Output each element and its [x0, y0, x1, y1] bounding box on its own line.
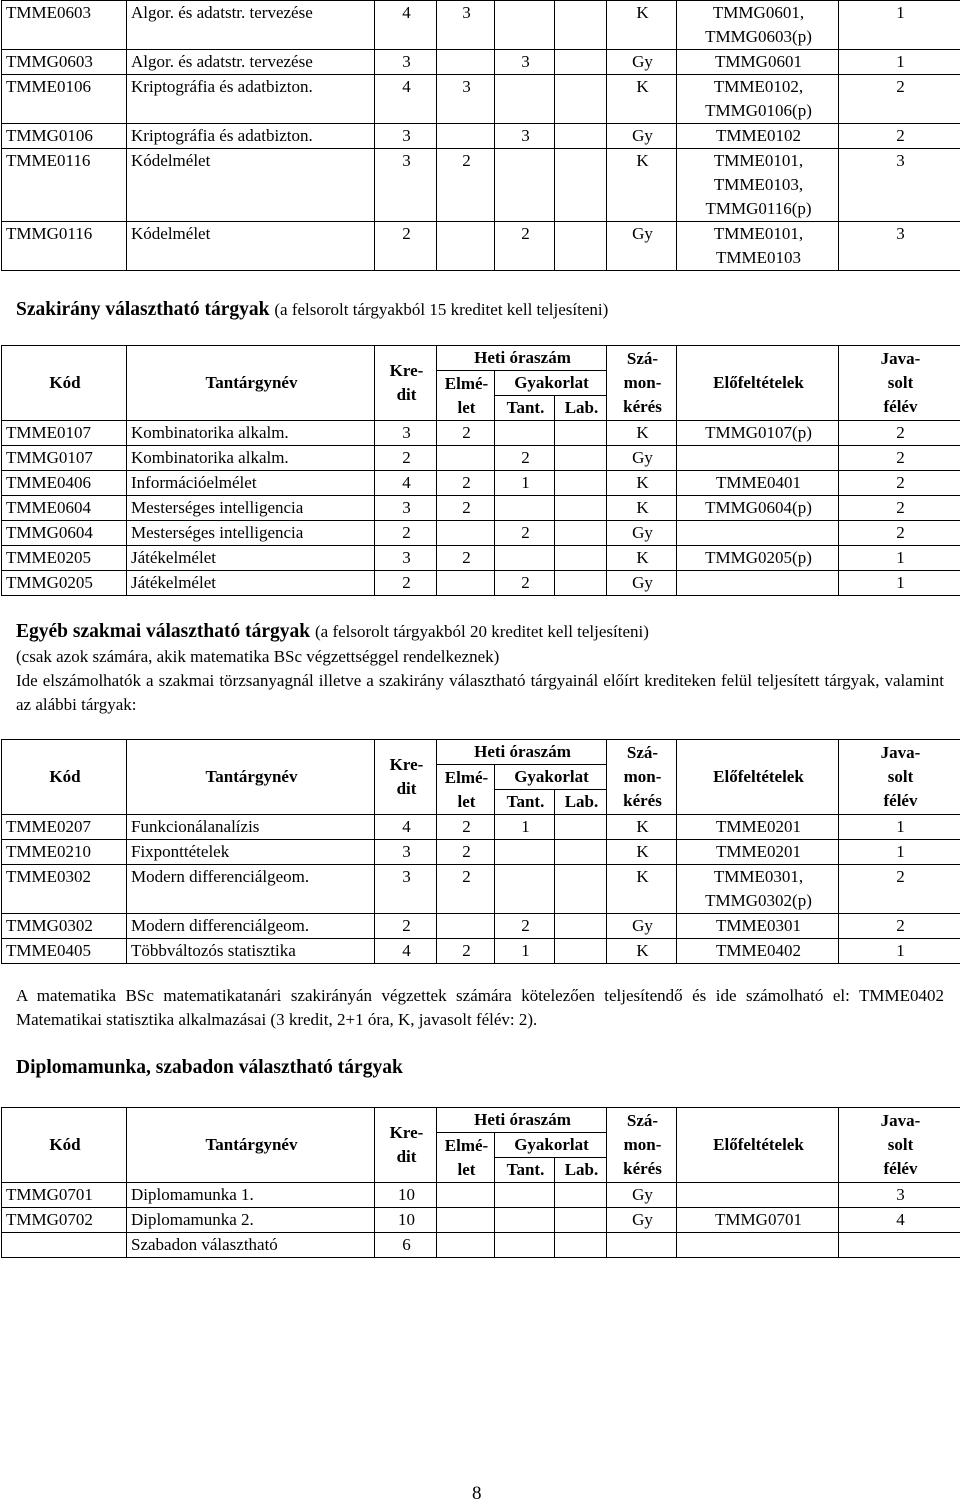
cell-code: TMME0210	[2, 840, 127, 865]
cell-elm: 2	[437, 421, 495, 446]
cell-sem: 1	[839, 939, 960, 964]
table-row	[2, 222, 960, 271]
table-header	[2, 740, 960, 815]
cell-prereq: TMMG0604(p)	[677, 496, 839, 521]
cell-name: Kombinatorika alkalm.	[127, 446, 375, 471]
cell-exam: K	[607, 496, 677, 521]
cell-lab	[555, 865, 607, 914]
section-title-other-professional: Egyéb szakmai választható tárgyak (a felsorolt tárgyakból 20 kreditet kell teljesíteni)	[16, 621, 649, 642]
header-prereq: Előfeltételek	[677, 1108, 839, 1183]
cell-credit: 4	[375, 75, 437, 124]
cell-credit: 6	[375, 1233, 437, 1258]
cell-code: TMMG0701	[2, 1183, 127, 1208]
cell-tant: 3	[495, 50, 555, 75]
cell-name: Játékelmélet	[127, 571, 375, 596]
cell-name: Kombinatorika alkalm.	[127, 421, 375, 446]
header-code: Kód	[2, 1108, 127, 1183]
header-prereq: Előfeltételek	[677, 740, 839, 815]
cell-credit: 2	[375, 571, 437, 596]
cell-code: TMMG0702	[2, 1208, 127, 1233]
cell-elm: 2	[437, 815, 495, 840]
cell-name: Kriptográfia és adatbizton.	[127, 75, 375, 124]
cell-name: Játékelmélet	[127, 546, 375, 571]
cell-tant	[495, 496, 555, 521]
cell-lab	[555, 939, 607, 964]
cell-name: Szabadon választható	[127, 1233, 375, 1258]
cell-elm	[437, 222, 495, 271]
table-row	[2, 124, 960, 149]
cell-tant	[495, 1183, 555, 1208]
cell-prereq: TMMG0701	[677, 1208, 839, 1233]
header-sem: Java- solt félév	[839, 1108, 960, 1183]
table-header	[2, 346, 960, 421]
cell-sem: 1	[839, 815, 960, 840]
cell-elm: 3	[437, 75, 495, 124]
cell-sem: 2	[839, 124, 960, 149]
cell-elm: 2	[437, 471, 495, 496]
cell-exam: K	[607, 865, 677, 914]
cell-name: Információelmélet	[127, 471, 375, 496]
cell-lab	[555, 471, 607, 496]
header-prereq: Előfeltételek	[677, 346, 839, 421]
header-sem: Java- solt félév	[839, 740, 960, 815]
cell-exam: Gy	[607, 914, 677, 939]
cell-credit: 4	[375, 1, 437, 50]
cell-exam: Gy	[607, 521, 677, 546]
header-credit: Kre- dit	[375, 740, 437, 815]
cell-elm	[437, 1233, 495, 1258]
table-row	[2, 815, 960, 840]
cell-code: TMMG0106	[2, 124, 127, 149]
header-sem: Java- solt félév	[839, 346, 960, 421]
header-lab: Lab.	[555, 1158, 607, 1183]
cell-name: Funkcionálanalízis	[127, 815, 375, 840]
cell-exam: K	[607, 75, 677, 124]
cell-exam: Gy	[607, 446, 677, 471]
cell-elm: 2	[437, 496, 495, 521]
cell-sem: 2	[839, 865, 960, 914]
header-tant: Tant.	[495, 396, 555, 421]
cell-exam: Gy	[607, 124, 677, 149]
table-row	[2, 1233, 960, 1258]
header-lecture: Elmé- let	[437, 1133, 495, 1183]
cell-elm: 3	[437, 1, 495, 50]
cell-credit: 3	[375, 124, 437, 149]
cell-prereq	[677, 571, 839, 596]
cell-sem: 2	[839, 471, 960, 496]
cell-elm: 2	[437, 546, 495, 571]
cell-prereq: TMME0101, TMME0103, TMMG0116(p)	[677, 149, 839, 222]
cell-name: Modern differenciálgeom.	[127, 865, 375, 914]
page-number: 8	[472, 1483, 482, 1504]
cell-sem: 2	[839, 75, 960, 124]
cell-prereq: TMMG0107(p)	[677, 421, 839, 446]
table-row	[2, 939, 960, 964]
header-lecture: Elmé- let	[437, 765, 495, 815]
cell-tant: 2	[495, 914, 555, 939]
cell-credit: 3	[375, 865, 437, 914]
cell-tant: 3	[495, 124, 555, 149]
cell-sem: 3	[839, 149, 960, 222]
cell-sem: 1	[839, 50, 960, 75]
table-row	[2, 914, 960, 939]
cell-prereq: TMME0102	[677, 124, 839, 149]
cell-sem: 1	[839, 1, 960, 50]
cell-name: Mesterséges intelligencia	[127, 496, 375, 521]
cell-lab	[555, 914, 607, 939]
header-lab: Lab.	[555, 790, 607, 815]
cell-code: TMME0405	[2, 939, 127, 964]
header-lecture: Elmé- let	[437, 371, 495, 421]
course-table-specialization	[1, 345, 960, 596]
cell-sem: 1	[839, 546, 960, 571]
teacher-note-paragraph: A matematika BSc matematikatanári szakirányán végzettek számára kötelezően teljesítendő és ide számolható el: TMME0402 Matematikai statisztika alkalmazásai (3 kredit, 2+1 óra, K, javasolt félév: 2).	[16, 986, 944, 1029]
cell-prereq: TMME0402	[677, 939, 839, 964]
table-row	[2, 50, 960, 75]
cell-prereq: TMMG0205(p)	[677, 546, 839, 571]
cell-lab	[555, 1233, 607, 1258]
section-note: (a felsorolt tárgyakból 20 kreditet kell teljesíteni)	[315, 622, 649, 641]
header-name: Tantárgynév	[127, 740, 375, 815]
cell-tant: 2	[495, 521, 555, 546]
cell-name: Kódelmélet	[127, 222, 375, 271]
header-code: Kód	[2, 346, 127, 421]
cell-name: Algor. és adatstr. tervezése	[127, 50, 375, 75]
cell-exam: K	[607, 471, 677, 496]
table-row	[2, 1, 960, 50]
cell-code	[2, 1233, 127, 1258]
table-row	[2, 75, 960, 124]
cell-lab	[555, 815, 607, 840]
cell-code: TMME0116	[2, 149, 127, 222]
cell-elm	[437, 1208, 495, 1233]
cell-credit: 3	[375, 421, 437, 446]
cell-credit: 4	[375, 815, 437, 840]
cell-prereq	[677, 1233, 839, 1258]
cell-lab	[555, 571, 607, 596]
cell-sem: 1	[839, 840, 960, 865]
cell-name: Diplomamunka 2.	[127, 1208, 375, 1233]
cell-exam: K	[607, 939, 677, 964]
cell-code: TMME0302	[2, 865, 127, 914]
cell-tant	[495, 865, 555, 914]
cell-code: TMMG0603	[2, 50, 127, 75]
header-weekly: Heti óraszám	[437, 1108, 607, 1133]
cell-code: TMME0603	[2, 1, 127, 50]
cell-exam: K	[607, 840, 677, 865]
cell-lab	[555, 521, 607, 546]
header-practice: Gyakorlat	[495, 765, 607, 790]
cell-prereq: TMME0301, TMMG0302(p)	[677, 865, 839, 914]
table-row	[2, 471, 960, 496]
cell-name: Többváltozós statisztika	[127, 939, 375, 964]
section-title-specialization: Szakirány választható tárgyak (a felsorolt tárgyakból 15 kreditet kell teljesíteni)	[16, 299, 609, 320]
cell-prereq: TMMG0601	[677, 50, 839, 75]
cell-code: TMMG0205	[2, 571, 127, 596]
cell-credit: 10	[375, 1183, 437, 1208]
cell-elm	[437, 446, 495, 471]
header-credit: Kre- dit	[375, 346, 437, 421]
cell-name: Algor. és adatstr. tervezése	[127, 1, 375, 50]
cell-credit: 3	[375, 149, 437, 222]
table-row	[2, 446, 960, 471]
cell-name: Mesterséges intelligencia	[127, 521, 375, 546]
header-tant: Tant.	[495, 790, 555, 815]
cell-elm	[437, 914, 495, 939]
header-exam: Szá- mon- kérés	[607, 740, 677, 815]
header-exam: Szá- mon- kérés	[607, 1108, 677, 1183]
cell-code: TMME0106	[2, 75, 127, 124]
cell-elm	[437, 124, 495, 149]
section-condition-line: (csak azok számára, akik matematika BSc végzettséggel rendelkeznek)	[16, 647, 500, 666]
cell-lab	[555, 496, 607, 521]
table-row	[2, 496, 960, 521]
cell-elm	[437, 50, 495, 75]
table-row	[2, 521, 960, 546]
cell-lab	[555, 222, 607, 271]
header-practice: Gyakorlat	[495, 371, 607, 396]
cell-tant	[495, 75, 555, 124]
cell-tant	[495, 1, 555, 50]
course-table-continued	[1, 0, 960, 271]
cell-tant	[495, 840, 555, 865]
cell-lab	[555, 149, 607, 222]
cell-exam: Gy	[607, 1183, 677, 1208]
course-table-thesis	[1, 1107, 960, 1258]
cell-exam: K	[607, 1, 677, 50]
cell-exam	[607, 1233, 677, 1258]
cell-lab	[555, 124, 607, 149]
header-tant: Tant.	[495, 1158, 555, 1183]
cell-tant: 1	[495, 815, 555, 840]
table-row	[2, 840, 960, 865]
cell-tant	[495, 1233, 555, 1258]
cell-prereq: TMME0201	[677, 840, 839, 865]
cell-credit: 2	[375, 446, 437, 471]
cell-code: TMMG0302	[2, 914, 127, 939]
header-practice: Gyakorlat	[495, 1133, 607, 1158]
course-table-other	[1, 739, 960, 964]
cell-prereq: TMME0401	[677, 471, 839, 496]
cell-tant	[495, 546, 555, 571]
cell-lab	[555, 1, 607, 50]
cell-sem: 3	[839, 222, 960, 271]
section-title-thesis: Diplomamunka, szabadon választható tárgyak	[16, 1057, 403, 1078]
cell-code: TMME0207	[2, 815, 127, 840]
header-credit: Kre- dit	[375, 1108, 437, 1183]
cell-elm: 2	[437, 840, 495, 865]
cell-code: TMMG0604	[2, 521, 127, 546]
cell-prereq: TMME0201	[677, 815, 839, 840]
header-code: Kód	[2, 740, 127, 815]
header-weekly: Heti óraszám	[437, 346, 607, 371]
cell-exam: K	[607, 149, 677, 222]
cell-name: Kódelmélet	[127, 149, 375, 222]
cell-sem: 2	[839, 914, 960, 939]
cell-credit: 2	[375, 914, 437, 939]
table-row	[2, 571, 960, 596]
cell-code: TMMG0116	[2, 222, 127, 271]
cell-prereq: TMMG0601, TMMG0603(p)	[677, 1, 839, 50]
cell-code: TMME0107	[2, 421, 127, 446]
cell-lab	[555, 1208, 607, 1233]
table-body	[2, 815, 960, 964]
cell-lab	[555, 1183, 607, 1208]
section-paragraph: Ide elszámolhatók a szakmai törzsanyagnál illetve a szakirány választható tárgyainál előírt krediteken felül teljesített tárgyak, valamint az alábbi tárgyak:	[16, 671, 944, 714]
cell-lab	[555, 50, 607, 75]
cell-tant	[495, 149, 555, 222]
table-row	[2, 1183, 960, 1208]
cell-name: Modern differenciálgeom.	[127, 914, 375, 939]
table-header	[2, 1108, 960, 1183]
cell-lab	[555, 840, 607, 865]
cell-exam: Gy	[607, 571, 677, 596]
cell-name: Diplomamunka 1.	[127, 1183, 375, 1208]
cell-prereq: TMME0102, TMMG0106(p)	[677, 75, 839, 124]
cell-code: TMME0604	[2, 496, 127, 521]
cell-lab	[555, 75, 607, 124]
cell-sem: 2	[839, 496, 960, 521]
table-row	[2, 149, 960, 222]
cell-tant: 2	[495, 571, 555, 596]
cell-elm: 2	[437, 865, 495, 914]
cell-exam: K	[607, 815, 677, 840]
table-body	[2, 421, 960, 596]
cell-lab	[555, 421, 607, 446]
cell-credit: 3	[375, 546, 437, 571]
cell-sem	[839, 1233, 960, 1258]
cell-tant: 2	[495, 446, 555, 471]
table-row	[2, 1208, 960, 1233]
cell-exam: Gy	[607, 1208, 677, 1233]
cell-credit: 4	[375, 471, 437, 496]
table-row	[2, 546, 960, 571]
cell-credit: 3	[375, 50, 437, 75]
cell-sem: 2	[839, 421, 960, 446]
cell-elm	[437, 521, 495, 546]
cell-tant	[495, 421, 555, 446]
cell-code: TMME0406	[2, 471, 127, 496]
header-weekly: Heti óraszám	[437, 740, 607, 765]
cell-tant: 1	[495, 471, 555, 496]
cell-credit: 2	[375, 521, 437, 546]
table-body	[2, 1, 960, 271]
cell-lab	[555, 446, 607, 471]
cell-code: TMME0205	[2, 546, 127, 571]
cell-exam: Gy	[607, 222, 677, 271]
cell-credit: 10	[375, 1208, 437, 1233]
cell-prereq: TMME0301	[677, 914, 839, 939]
header-exam: Szá- mon- kérés	[607, 346, 677, 421]
cell-lab	[555, 546, 607, 571]
cell-exam: K	[607, 421, 677, 446]
cell-prereq: TMME0101, TMME0103	[677, 222, 839, 271]
cell-elm	[437, 571, 495, 596]
cell-tant: 2	[495, 222, 555, 271]
cell-prereq	[677, 446, 839, 471]
header-name: Tantárgynév	[127, 346, 375, 421]
header-name: Tantárgynév	[127, 1108, 375, 1183]
cell-sem: 4	[839, 1208, 960, 1233]
cell-exam: K	[607, 546, 677, 571]
cell-tant: 1	[495, 939, 555, 964]
cell-sem: 2	[839, 521, 960, 546]
cell-name: Fixponttételek	[127, 840, 375, 865]
cell-prereq	[677, 1183, 839, 1208]
cell-exam: Gy	[607, 50, 677, 75]
cell-sem: 2	[839, 446, 960, 471]
table-body	[2, 1183, 960, 1258]
cell-credit: 4	[375, 939, 437, 964]
cell-tant	[495, 1208, 555, 1233]
cell-prereq	[677, 521, 839, 546]
section-note: (a felsorolt tárgyakból 15 kreditet kell teljesíteni)	[274, 300, 609, 319]
cell-credit: 2	[375, 222, 437, 271]
cell-credit: 3	[375, 840, 437, 865]
table-row	[2, 865, 960, 914]
cell-code: TMMG0107	[2, 446, 127, 471]
cell-credit: 3	[375, 496, 437, 521]
cell-sem: 1	[839, 571, 960, 596]
table-row	[2, 421, 960, 446]
cell-elm: 2	[437, 149, 495, 222]
cell-sem: 3	[839, 1183, 960, 1208]
cell-elm	[437, 1183, 495, 1208]
cell-name: Kriptográfia és adatbizton.	[127, 124, 375, 149]
header-lab: Lab.	[555, 396, 607, 421]
cell-elm: 2	[437, 939, 495, 964]
